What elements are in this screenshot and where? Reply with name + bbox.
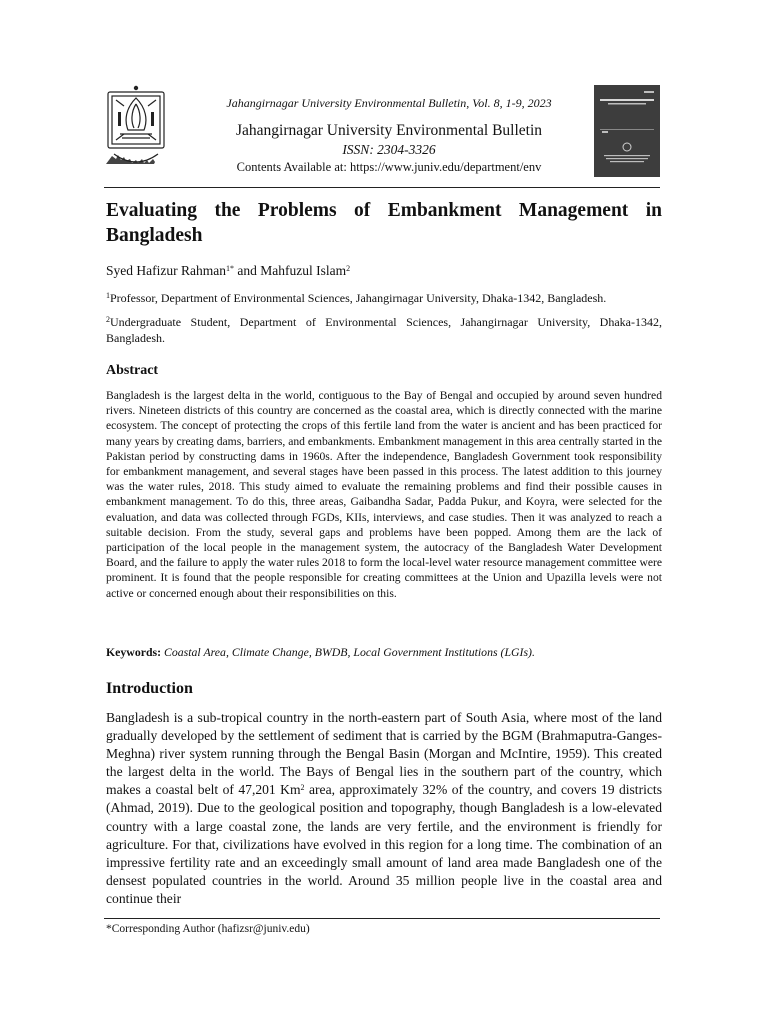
author-joiner: and (233, 263, 261, 278)
introduction-body (106, 709, 662, 908)
introduction-text: area, approximately 32% of the country, and covers 19 districts (Ahmad, 2019). Due to the geological position and topography, though Bangladesh is a low-elevated country with a large coastal zone, the lands are very fertile, and the environment is friendly for agriculture. For that, civilizations have evolved in this region for a long time. The combination of an impressive fertility rate and an exceedingly small amount of land area made Bangladesh one of the densest populated countries in the world. Around 35 million people live in the coastal area and continue their (106, 782, 662, 906)
author-list (106, 262, 350, 280)
author-name: Syed Hafizur Rahman (106, 263, 226, 278)
footnote-divider (104, 918, 660, 919)
corresponding-author-footnote: *Corresponding Author (hafizsr@juniv.edu) (106, 923, 310, 935)
affiliation-mark: 1 (106, 291, 110, 300)
paper-title: Evaluating the Problems of Embankment Management in Bangladesh (106, 200, 662, 246)
header-divider (104, 187, 660, 188)
keywords-label: Keywords: (106, 645, 162, 659)
affiliation (106, 314, 662, 346)
author-affiliation-mark: 2 (346, 264, 351, 273)
affiliation-text: Undergraduate Student, Department of Environmental Sciences, Jahangirnagar University, Dhaka-1342, Bangladesh. (106, 315, 662, 345)
journal-citation: Jahangirnagar University Environmental Bulletin, Vol. 8, 1-9, 2023 (226, 96, 552, 110)
affiliation-mark: 2 (106, 315, 110, 324)
journal-name: Jahangirnagar University Environmental Bulletin (235, 122, 543, 139)
author-affiliation-mark: 1* (225, 264, 234, 273)
abstract-body: Bangladesh is the largest delta in the world, contiguous to the Bay of Bengal and occupied by around seven hundred rivers. Nineteen districts of this country are concerned as the coastal area, which is directly connected with the marine ecosystem. The concept of protecting the crops of this fertile land from the water is ancient and has been practiced for many years by creating dams, barriers, and embankments. Embankment management in this area centrally started in the Pakistan period by constructing dams in 1960s. After the independence, Bangladesh Government took responsibility for embankment management, and several stages have been passed in this process. The latest addition to this journey was the water rules, 2018. This study aimed to evaluate the remaining problems and find their possible causes in embankment management. To do this, three areas, Gaibandha Sadar, Padda Pukur, and Koyra, were selected for the evaluation, and data was collected through FGDs, KIIs, interviews, and case studies. Then it was analyzed to reach a suitable decision. From the study, several gaps and problems have been popped. Among them are the lack of participation of the local people in the management system, the autocracy of the Bangladesh Water Development Board, and the failure to apply the water rules 2018 to form the local-level water resource management committee were prominent. It is found that the people responsible for creating committees at the Union and Upazilla levels were not active or concerned enough about their responsibilities on this. (106, 389, 662, 600)
journal-cover-thumbnail (594, 85, 660, 177)
keywords-list: Coastal Area, Climate Change, BWDB, Local Government Institutions (LGIs). (164, 645, 535, 659)
affiliation (106, 290, 662, 306)
university-seal-icon (104, 84, 168, 176)
journal-header (180, 95, 598, 176)
journal-contents-url: Contents Available at: https://www.juniv.edu/department/env (236, 160, 542, 174)
affiliation-text: Professor, Department of Environmental Sciences, Jahangirnagar University, Dhaka-1342, Bangladesh. (110, 291, 607, 305)
journal-issn: ISSN: 2304-3326 (342, 142, 436, 157)
abstract-heading: Abstract (106, 363, 159, 378)
keywords (106, 645, 662, 660)
introduction-heading: Introduction (106, 680, 193, 697)
author-name: Mahfuzul Islam (260, 263, 347, 278)
introduction-text: Bangladesh is a sub-tropical country in the north-eastern part of South Asia, where most of the land gradually developed by the settlement of sediment that is carried by the BGM (Brahmaputra-Ganges-Meghna) river system running through the Bengal Basin (Morgan and McIntire, 1959). This created the largest delta in the world. The Bays of Bengal lies in the southern part of the country, which makes a coastal belt of 47,201 Km (106, 710, 662, 798)
superscript: 2 (300, 783, 305, 793)
